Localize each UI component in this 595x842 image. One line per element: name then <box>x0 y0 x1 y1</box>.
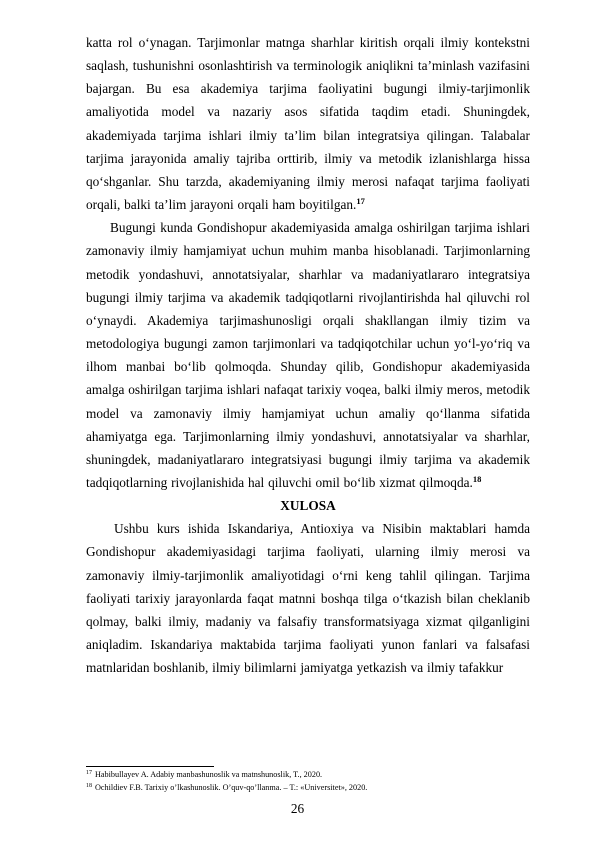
page-number: 26 <box>290 801 305 816</box>
footnote-17 <box>86 768 530 781</box>
footnote-text: Habibullayev A. Adabiy manbashunoslik va matnshunoslik, T., 2020. <box>95 770 323 779</box>
footnote-ref-17: 17 <box>356 196 365 207</box>
footnote-ref-18: 18 <box>472 473 482 484</box>
body-paragraph-1 <box>86 31 530 216</box>
body-paragraph-2 <box>86 216 530 494</box>
body-paragraph-3: Ushbu kurs ishida Iskandariya, Antioxiya va Nisibin maktablari hamda Gondishopur akademiyasidagi tarjima faoliyati, ularning ilmiy merosi va zamonaviy ilmiy-tarjimonlik amaliyotidagi o‘rni keng tahlil qilingan. Tarjima faoliyati tarixiy jarayonlarda faqat matnni boshqa tilga o‘tkazish bilan cheklanib qolmay, balki ilmiy, madaniy va falsafiy transformatsiyaga xizmat qilganligini aniqladim. Iskandariya maktabida tarjima faoliyati yunon fanlari va falsafasi matnlaridan boshlanib, ilmiy bilimlarni jamiyatga yetkazish va ilmiy tafakkur <box>86 521 530 676</box>
page-body <box>86 31 530 679</box>
paragraph-1-text: katta rol o‘ynagan. Tarjimonlar matnga sharhlar kiritish orqali ilmiy kontekstni saqlash, tushunishni osonlashtirish va terminologik aniqlikni ta’minlash vazifasini bajargan. Bu esa akademiya tarjima faoliyatini bugungi ilmiy-tarjimonlik amaliyotida model va nazariy asos sifatida taqdim etadi. Shuningdek, akademiyada tarjima ishlari ilmiy ta’lim bilan integratsiya qilingan. Talabalar tarjima jarayonida amaliy tajriba orttirib, ilmiy va metodik izlanishlarga hissa qo‘shganlar. Shu tarzda, akademiyaning ilmiy merosi nafaqat tarjima faoliyati orqali, balki ta’lim jarayoni orqali ham boyitilgan. <box>86 35 530 213</box>
footnote-separator <box>86 766 214 767</box>
section-heading: XULOSA <box>280 498 336 514</box>
footnote-number: 18 <box>86 783 92 789</box>
footnote-number: 17 <box>86 770 92 776</box>
footnotes <box>86 768 530 794</box>
footnote-text: Ochildiev F.B. Tarixiy o’lkashunoslik. O’quv-qo’llanma. – T.: «Universitet», 2020. <box>95 783 368 792</box>
paragraph-2-text: Bugungi kunda Gondishopur akademiyasida amalga oshirilgan tarjima ishlari zamonaviy ilmiy hamjamiyat uchun muhim manba hisoblanadi. Tarjimonlarning metodik yondashuvi, annotatsiyalar, sharhlar va madaniyatlararo integratsiya bugungi ilmiy tarjima va akademik tadqiqotlarni rivojlantirishda hal qiluvchi rol o‘ynaydi. Akademiya tarjimashunosligi orqali shakllangan ilmiy tizim va metodologiya bugungi zamon tarjimonlari va tadqiqotchilar uchun yo‘l-yo‘riq va ilhom manbai bo‘lib qolmoqda. Shunday qilib, Gondishopur akademiyasida amalga oshirilgan tarjima ishlari nafaqat tarixiy voqea, balki ilmiy meros, metodik model va zamonaviy ilmiy hamjamiyat uchun amaliy qo‘llanma sifatida ahamiyatga ega. Tarjimonlarning ilmiy yondashuvi, annotatsiyalar va sharhlar, shuningdek, madaniyatlararo integratsiyasi bugungi ilmiy tarjima va akademik tadqiqotlarning rivojlanishida hal qiluvchi omil bo‘lib xizmat qilmoqda. <box>86 220 530 490</box>
footnote-18 <box>86 781 530 794</box>
